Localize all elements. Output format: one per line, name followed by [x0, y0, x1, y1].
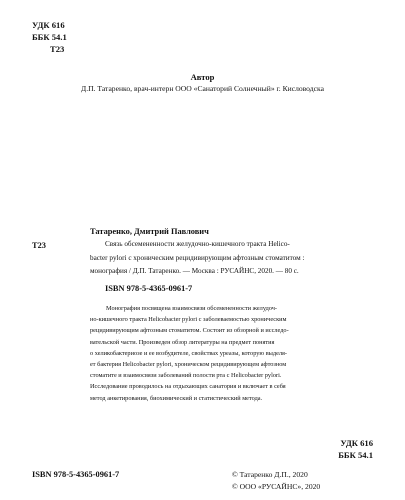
bbk-code: ББК 54.1 [32, 32, 67, 42]
author-mark: Т23 [50, 44, 65, 54]
abstract-line: стоматите и взаимосвязи заболеваний полости рта с Helicobacter pylori. [90, 372, 282, 380]
abstract-line: Исследование проводилось на отдыхающих санатория и включает в себя [90, 383, 286, 391]
bottom-udk-code: УДК 616 [340, 438, 373, 448]
udk-code: УДК 616 [32, 20, 65, 30]
copyright-publisher: © ООО «РУСАЙНС», 2020 [232, 482, 321, 491]
entry-author: Татаренко, Дмитрий Павлович [90, 227, 209, 236]
author-heading: Автор [190, 72, 215, 82]
entry-isbn: ISBN 978-5-4365-0961-7 [105, 284, 193, 293]
footer-isbn: ISBN 978-5-4365-0961-7 [32, 470, 120, 479]
abstract-line: о хеликобактериозе и ее возбудителе, свойствах уреазы, которую выделя- [90, 349, 288, 357]
abstract-line: ет бактерия Helicobacter pylori, хроническом рецидивирующем афтозном [90, 361, 287, 369]
abstract-line: рецидивирующим афтозным стоматитом. Состоит из обзорной и исследо- [90, 327, 289, 335]
copyright-author: © Татаренко Д.П., 2020 [232, 470, 308, 479]
entry-author-mark: Т23 [32, 241, 46, 250]
abstract-line: метод анкетирования, биохимический и статистический метода. [90, 394, 263, 402]
abstract-line: Монография посвящена взаимосвязи обсемененности желудоч- [106, 305, 278, 312]
bottom-bbk-code: ББК 54.1 [338, 450, 373, 460]
author-affiliation: Д.П. Татаренко, врач-интерн ООО «Санаторий Солнечный» г. Кисловодска [81, 84, 324, 93]
entry-imprint-line: монография / Д.П. Татаренко. — Москва : РУСАЙНС, 2020. — 80 с. [90, 267, 299, 275]
entry-title-line: Связь обсемененности желудочно-кишечного тракта Helico- [105, 240, 290, 248]
abstract [90, 303, 348, 404]
entry-title-line: bacter pylori с хроническим рецидивирующим афтозным стоматитом : [90, 254, 305, 262]
abstract-line: но-кишечного тракта Helicobacter pylori с заболеваемостью хроническим [90, 316, 287, 324]
abstract-line: вательской части. Произведен обзор литературы на предмет понятия [90, 338, 275, 346]
